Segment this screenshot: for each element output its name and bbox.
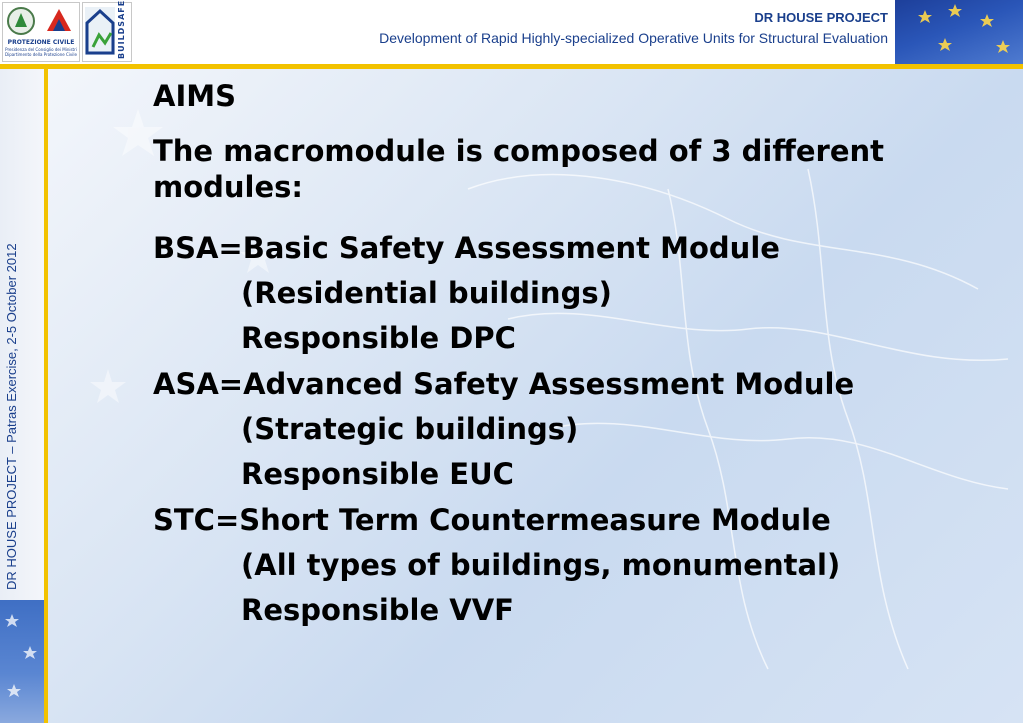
module-responsible: Responsible VVF xyxy=(241,593,514,627)
module-item xyxy=(153,497,1013,633)
eu-stars-icon xyxy=(895,0,1023,64)
module-scope: (All types of buildings, monumental) xyxy=(241,548,841,582)
sidebar-event-label: DR HOUSE PROJECT – Patras Exercise, 2-5 October 2012 xyxy=(4,243,19,590)
module-responsible: Responsible EUC xyxy=(241,457,514,491)
module-scope: (Residential buildings) xyxy=(241,276,612,310)
eu-flag-banner xyxy=(895,0,1023,64)
protezione-civile-emblem-icon xyxy=(3,3,79,39)
buildsafe-name: BUILDSAFE xyxy=(117,0,126,59)
module-title: STC=Short Term Countermeasure Module xyxy=(153,503,831,537)
module-title: BSA=Basic Safety Assessment Module xyxy=(153,231,780,265)
module-title: ASA=Advanced Safety Assessment Module xyxy=(153,367,855,401)
buildsafe-house-icon xyxy=(83,3,117,59)
module-responsible: Responsible DPC xyxy=(241,321,516,355)
project-title: DR HOUSE PROJECT xyxy=(754,10,888,25)
protezione-civile-subtitle: Presidenza del Consiglio dei Ministri Dipartimento della Protezione Civile xyxy=(5,47,77,57)
sidebar-stars-icon xyxy=(0,600,44,723)
protezione-civile-name: PROTEZIONE CIVILE xyxy=(7,39,75,46)
protezione-civile-logo xyxy=(2,2,80,62)
module-scope: (Strategic buildings) xyxy=(241,412,579,446)
buildsafe-logo xyxy=(82,2,132,62)
project-subtitle: Development of Rapid Highly-specialized Operative Units for Structural Evaluation xyxy=(379,30,888,46)
module-item xyxy=(153,225,1013,361)
slide-content xyxy=(153,78,1013,633)
slide-heading: AIMS xyxy=(153,79,236,113)
intro-text: The macromodule is composed of 3 different modules: xyxy=(153,134,884,204)
sidebar-flag-decoration xyxy=(0,600,44,723)
slide-header xyxy=(0,0,1023,64)
module-item xyxy=(153,361,1013,497)
